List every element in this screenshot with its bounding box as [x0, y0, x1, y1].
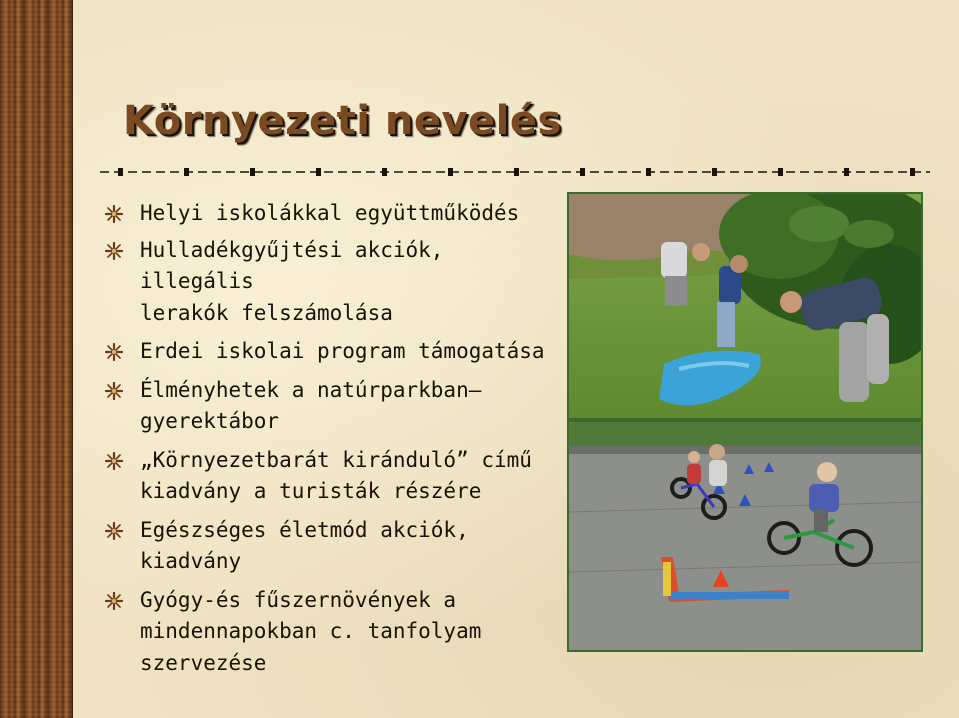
wood-sidebar: [0, 0, 73, 718]
children-cycling-course-photo: [567, 420, 923, 652]
bullet-line: kiadvány: [140, 549, 242, 573]
bullet-item-6: [103, 515, 563, 578]
bullet-icon: [105, 592, 123, 610]
bullet-line: Egészséges életmód akciók,: [140, 517, 469, 542]
bullet-icon: [105, 522, 123, 540]
bullet-item-7: [103, 585, 563, 680]
bullet-line: mindennapokban c. tanfolyam: [140, 619, 482, 643]
bullet-item-2: [103, 235, 563, 330]
dashed-divider: [100, 166, 930, 178]
bullet-line: Erdei iskolai program támogatása: [140, 339, 545, 363]
bullet-item-1: [103, 198, 563, 230]
bullet-line: lerakók felszámolása: [140, 300, 393, 325]
bullet-line: Hulladékgyűjtési akciók, illegális: [140, 237, 444, 293]
bullet-icon: [105, 343, 123, 361]
bullet-line: Helyi iskolákkal együttműködés: [140, 201, 520, 225]
bullet-icon: [105, 452, 123, 470]
bullet-list: [103, 198, 563, 686]
bullet-item-3: [103, 336, 563, 368]
bullet-line: szervezése: [140, 650, 267, 675]
slide-title: Környezeti nevelés: [123, 98, 562, 144]
litter-collection-photo: [567, 192, 923, 420]
bullet-line: Élményhetek a natúrparkban–: [140, 377, 482, 402]
bullet-line: „Környezetbarát kiránduló” című: [140, 447, 532, 472]
bullet-item-5: [103, 445, 563, 508]
bullet-icon: [105, 382, 123, 400]
bullet-icon: [105, 205, 123, 223]
bullet-icon: [105, 242, 123, 260]
bullet-item-4: [103, 375, 563, 438]
bullet-line: kiadvány a turisták részére: [140, 479, 482, 503]
bullet-line: gyerektábor: [140, 409, 280, 433]
bullet-line: Gyógy-és fűszernövények a: [140, 587, 457, 612]
